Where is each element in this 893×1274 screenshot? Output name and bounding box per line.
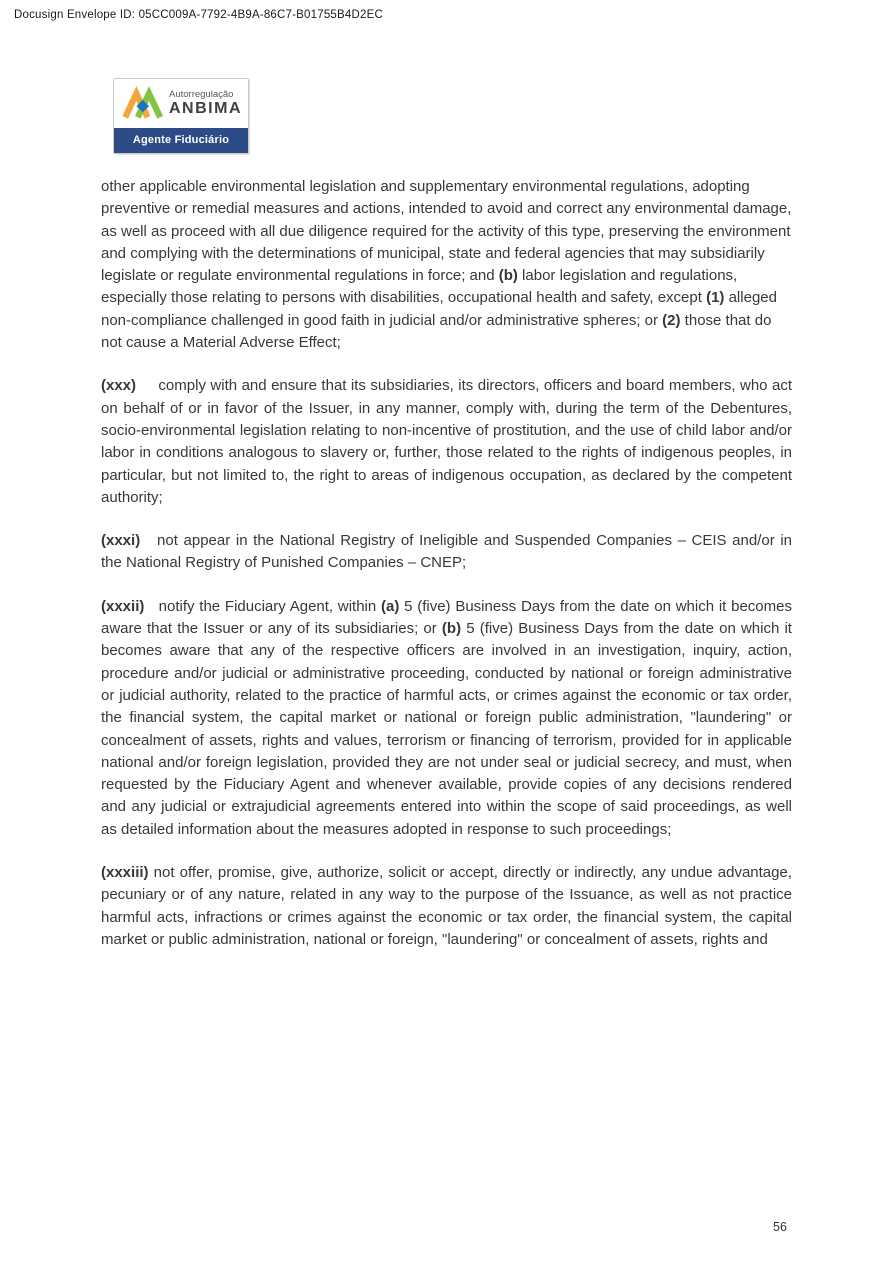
bold-marker: (xxxii): [101, 597, 145, 615]
paragraph-continuation: [101, 176, 792, 354]
bold-marker: (xxx): [101, 377, 137, 395]
text-run: those that do not cause a Material Adverse Effect;: [101, 311, 772, 352]
text-run: 5 (five) Business Days from the date on which it becomes aware that any of the respective officers are involved in an investigation, inquiry, action, procedure and/or judicial or administrative proceeding, conducted by national or foreign administrative or judicial authority, related to the practice of harmful acts, or crimes against the economic or tax order, the financial system, the capital market or national or foreign public administration, "laundering" or concealment of assets, rights and values, terrorism or financing of terrorism, provided for in applicable national and/or foreign legislation, provided they are not under seal or judicial secrecy, and must, when requested by the Fiduciary Agent and whenever available, provide copies of any decisions rendered and any judicial or extrajudicial agreements entered into within the scope of said proceedings, as well as detailed information about the measures adopted in response to such proceedings;: [101, 620, 792, 838]
bold-marker: (2): [662, 311, 681, 329]
anbima-logo-text: [169, 90, 242, 118]
anbima-brand: ANBIMA: [169, 100, 242, 118]
paragraph-xxxii: [101, 596, 792, 841]
bold-marker: (xxxiii): [101, 864, 149, 882]
paragraph-xxxi: [101, 530, 792, 575]
anbima-seal: [113, 78, 249, 154]
text-run: not offer, promise, give, authorize, solicit or accept, directly or indirectly, any undue advantage, pecuniary or of any nature, related in any way to the purpose of the Issuance, as well as not practice harmful acts, infractions or crimes against the economic or tax order, the financial system, the capital market or public administration, national or foreign, "laundering" or concealment of assets, rights and: [101, 864, 792, 948]
bold-marker: (xxxi): [101, 532, 141, 550]
anbima-subtitle: Autorregulação: [169, 89, 234, 101]
paragraph-xxx: [101, 375, 792, 509]
text-run: 5 (five) Business Days from the date on which it becomes aware that the Issuer or any of its subsidiaries; or: [101, 597, 792, 638]
text-run: alleged non-compliance challenged in good faith in judicial and/or administrative spheres; or: [101, 289, 777, 329]
bold-marker: (a): [380, 597, 400, 615]
text-run: labor legislation and regulations, especially those relating to persons with disabilities, occupational health and safety, except: [101, 267, 738, 307]
text-run: notify the Fiduciary Agent, within: [144, 597, 381, 615]
agente-fiduciario-banner: Agente Fiduciário: [114, 128, 248, 153]
paragraph-xxxiii: [101, 862, 792, 951]
document-body: [101, 176, 792, 972]
page-number: 56: [773, 1220, 787, 1234]
text-run: comply with and ensure that its subsidiaries, its directors, officers and board members, who act on behalf of or in favor of the Issuer, in any manner, comply with, during the term of the Debentures, socio-environmental legislation relating to non-incentive of prostitution, and the use of child labor and/or labor in conditions analogous to slavery or, further, those related to the rights of indigenous peoples, in particular, but not limited to, the right to areas of indigenous occupation, as declared by the competent authority;: [101, 377, 792, 506]
bold-marker: (1): [706, 289, 725, 307]
docusign-envelope-id: Docusign Envelope ID: 05CC009A-7792-4B9A-86C7-B01755B4D2EC: [14, 9, 383, 21]
text-run: not appear in the National Registry of Ineligible and Suspended Companies – CEIS and/or in the National Registry of Punished Companies – CNEP;: [101, 532, 792, 572]
bold-marker: (b): [441, 620, 462, 638]
anbima-seal-top: [114, 79, 248, 128]
text-run: other applicable environmental legislation and supplementary environmental regulations, adopting preventive or remedial measures and actions, intended to avoid and correct any environmental damage, as well as proceed with all due diligence required for the activity of this type, preserving the environment and complying with the determinations of municipal, state and federal agencies that may subsidiarily legislate or regulate environmental regulations in force; and: [101, 178, 792, 285]
anbima-logo-icon: [121, 86, 163, 122]
bold-marker: (b): [498, 267, 518, 285]
